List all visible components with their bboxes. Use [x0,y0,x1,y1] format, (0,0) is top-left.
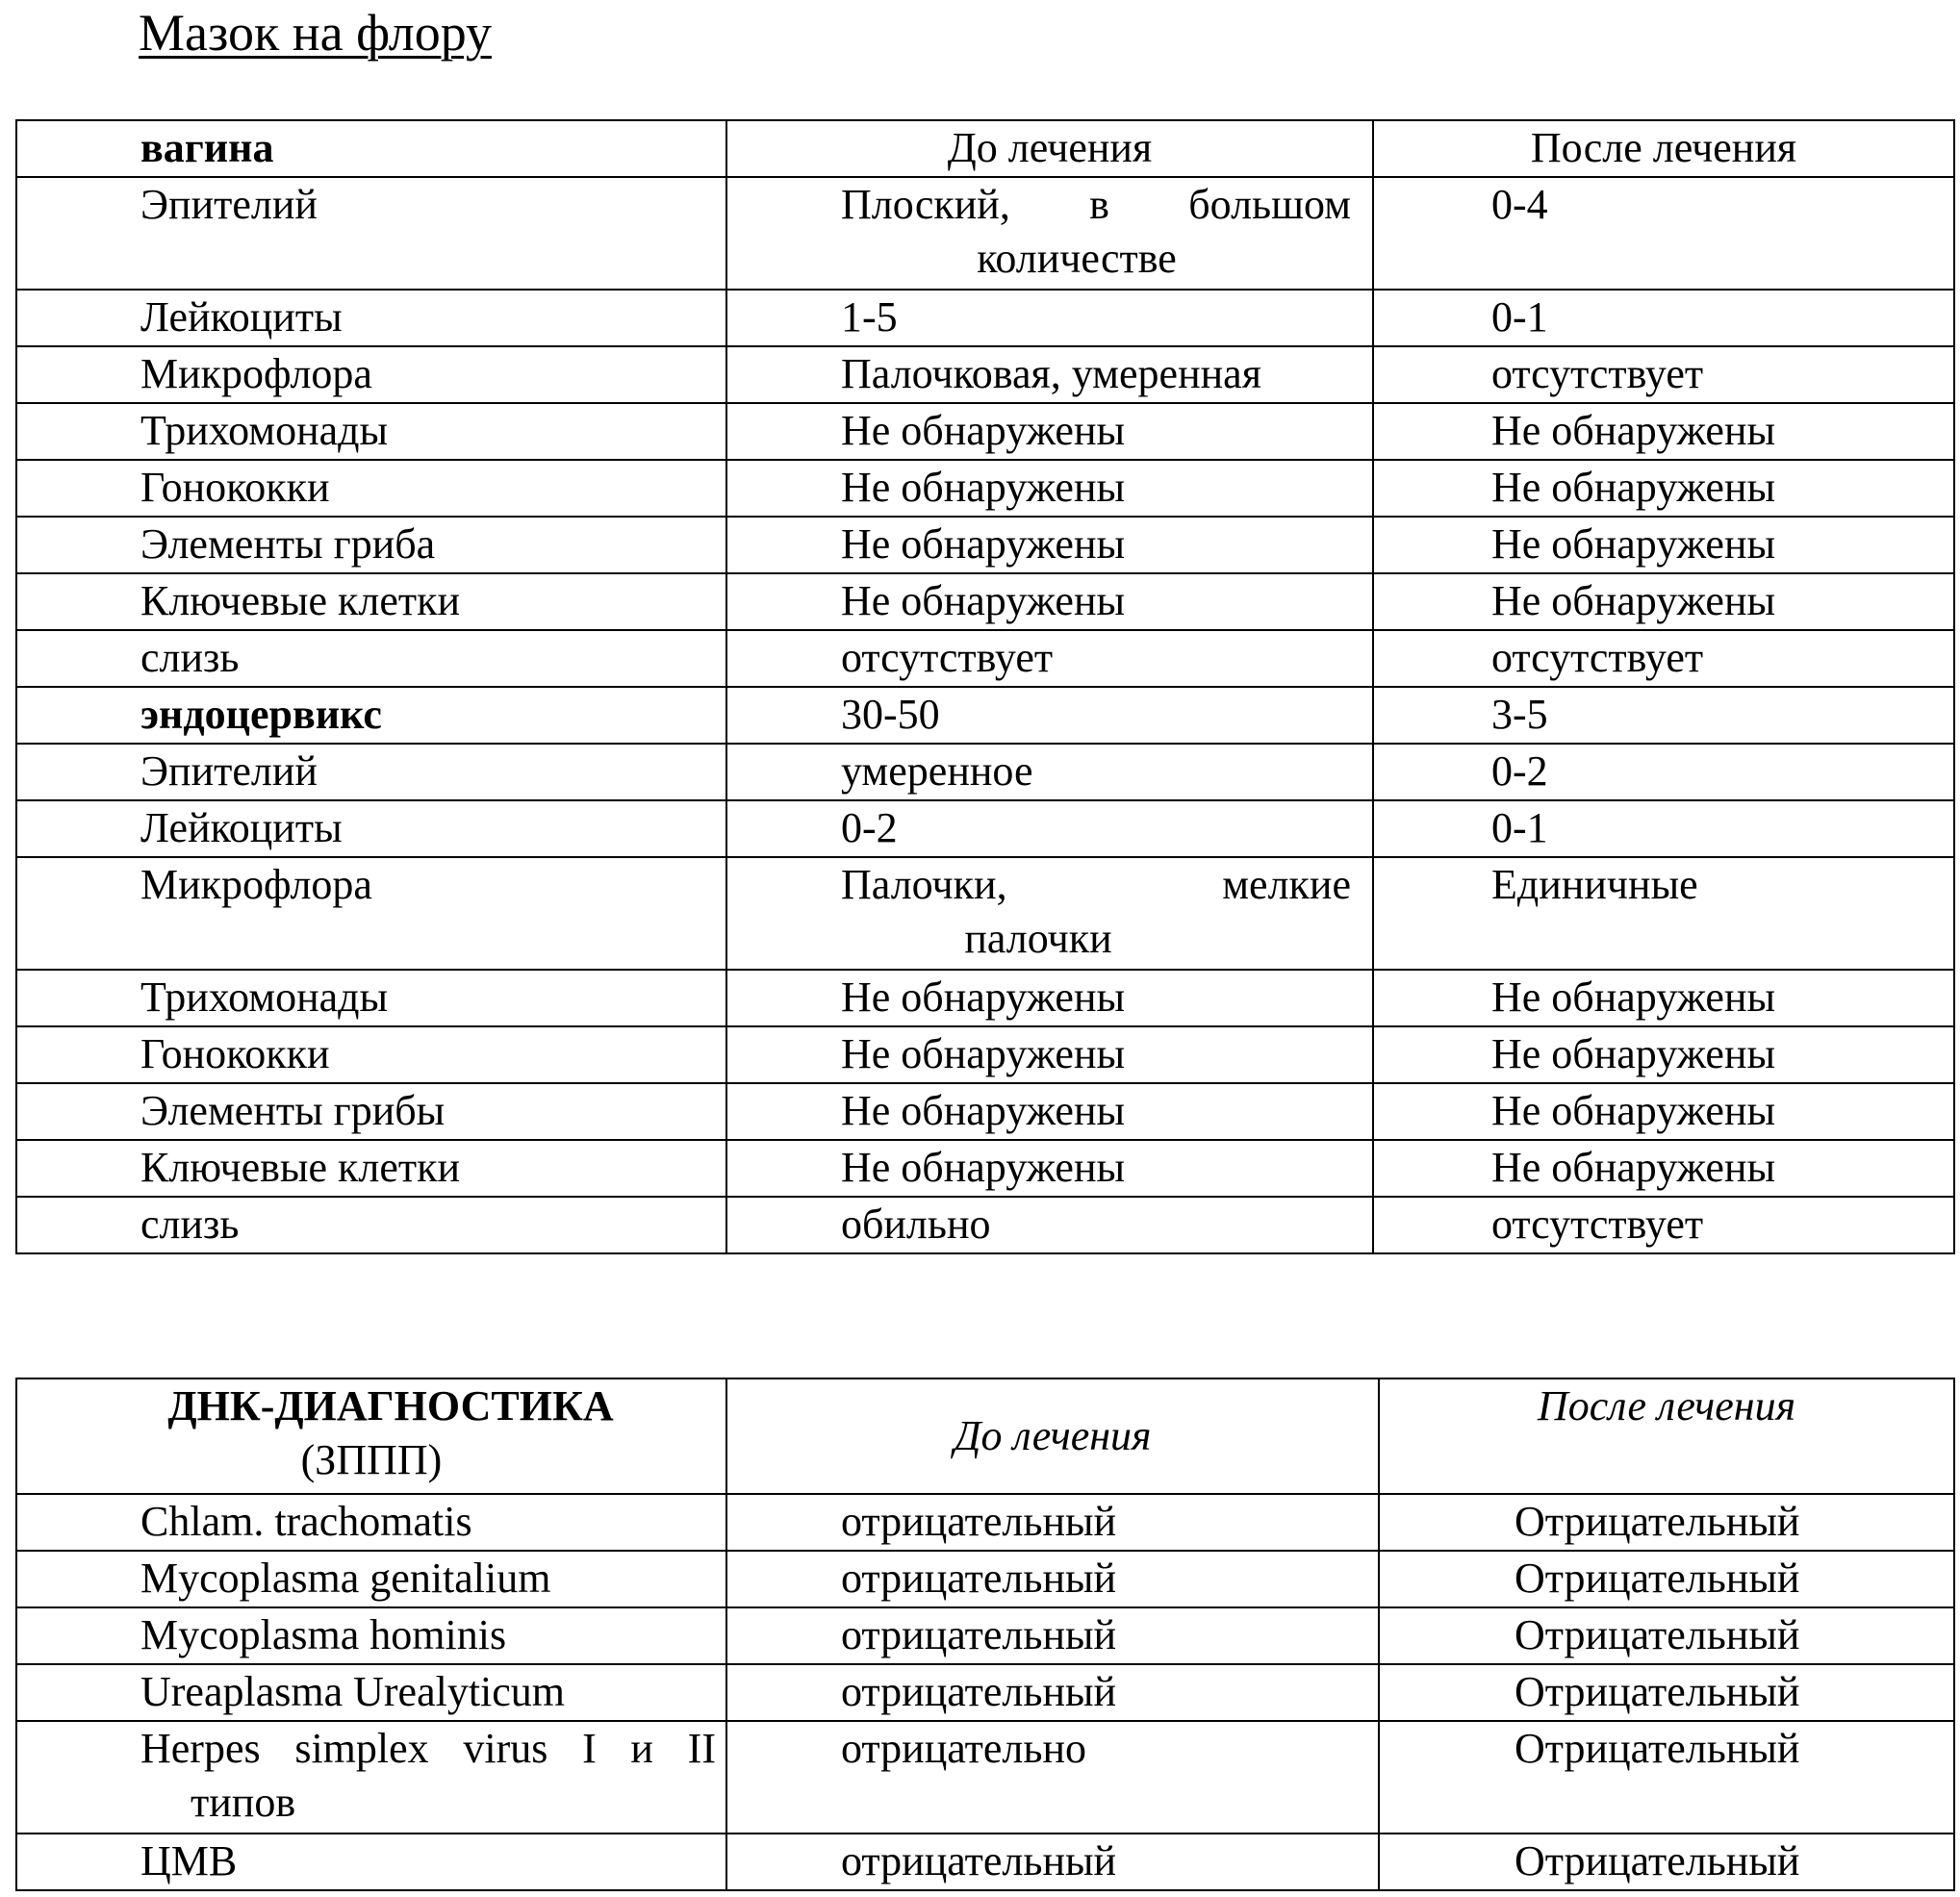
value-before: Не обнаружены [726,970,1373,1026]
value-before: умеренное [726,744,1373,800]
row-label: Микрофлора [16,346,726,403]
header-cell-dna [16,1378,726,1494]
row-label: Трихомонады [16,403,726,460]
value-before: 0-2 [726,800,1373,857]
value-before: Не обнаружены [726,1083,1373,1140]
table-row [16,1721,1954,1834]
row-label: Ureaplasma Urealyticum [16,1664,726,1721]
table-row [16,1140,1954,1197]
table-header-row [16,1378,1954,1494]
table-row [16,177,1954,290]
row-label: Эпителий [16,744,726,800]
value-before: отрицательный [726,1834,1379,1890]
row-label: Элементы грибы [16,1083,726,1140]
value-after: Не обнаружены [1373,1026,1954,1083]
value-before: 1-5 [726,290,1373,346]
table-row [16,1494,1954,1551]
value-after: 0-1 [1373,290,1954,346]
dna-header-title: ДНК-ДИАГНОСТИКА [167,1382,614,1429]
value-before: отсутствует [726,630,1373,687]
value-before: отрицательный [726,1551,1379,1607]
value-after: отсутствует [1373,630,1954,687]
value-after: Не обнаружены [1373,1083,1954,1140]
table-row-section [16,687,1954,744]
dna-header-subtitle: (ЗППП) [300,1436,443,1483]
row-label: Микрофлора [16,857,726,970]
header-cell-after: После лечения [1373,120,1954,177]
table-row [16,800,1954,857]
row-label: Mycoplasma genitalium [16,1551,726,1607]
row-label: Элементы гриба [16,517,726,573]
value-after: Единичные [1373,857,1954,970]
table-row [16,630,1954,687]
value-after: Отрицательный [1379,1551,1954,1607]
value-after: 0-4 [1373,177,1954,290]
value-after: Не обнаружены [1373,573,1954,630]
row-label: Mycoplasma hominis [16,1607,726,1664]
value-after: 3-5 [1373,687,1954,744]
value-before: Не обнаружены [726,1026,1373,1083]
table-header-row [16,120,1954,177]
header-cell-before: До лечения [726,1378,1379,1494]
value-after: Не обнаружены [1373,403,1954,460]
row-label: Эпителий [16,177,726,290]
table-row [16,517,1954,573]
value-after: 0-1 [1373,800,1954,857]
value-before: 30-50 [726,687,1373,744]
table-row [16,744,1954,800]
value-after: Отрицательный [1379,1607,1954,1664]
table-row [16,1664,1954,1721]
value-before: Не обнаружены [726,460,1373,517]
flora-smear-table [15,119,1955,1254]
value-before: отрицательный [726,1607,1379,1664]
value-after: отсутствует [1373,346,1954,403]
row-label: Лейкоциты [16,800,726,857]
value-before: Не обнаружены [726,517,1373,573]
value-before-line1: Палочки, мелкие [841,861,1351,908]
table-row [16,970,1954,1026]
value-after: Не обнаружены [1373,517,1954,573]
row-label: Chlam. trachomatis [16,1494,726,1551]
row-label: Гонококки [16,460,726,517]
dna-diagnostics-table [15,1378,1955,1891]
value-after: Отрицательный [1379,1834,1954,1890]
value-after: 0-2 [1373,744,1954,800]
row-label [16,1721,726,1834]
row-label: слизь [16,1197,726,1253]
value-before: отрицательно [726,1721,1379,1834]
value-before: обильно [726,1197,1373,1253]
row-label: ЦМВ [16,1834,726,1890]
value-before: Не обнаружены [726,403,1373,460]
table-row [16,1197,1954,1253]
table-row [16,573,1954,630]
value-after: Не обнаружены [1373,970,1954,1026]
table-row [16,290,1954,346]
value-before-line1: Плоский, в большом [841,181,1351,228]
value-before-line2: количестве [977,235,1177,282]
value-after: Отрицательный [1379,1664,1954,1721]
value-before: Не обнаружены [726,1140,1373,1197]
value-before [726,857,1373,970]
row-label: Ключевые клетки [16,1140,726,1197]
value-after: отсутствует [1373,1197,1954,1253]
value-after: Не обнаружены [1373,1140,1954,1197]
row-label-line1: Herpes simplex virus I и II [140,1725,716,1772]
table-row [16,857,1954,970]
table-row [16,1026,1954,1083]
header-cell-before: До лечения [726,120,1373,177]
value-after: Отрицательный [1379,1721,1954,1834]
value-before: отрицательный [726,1494,1379,1551]
value-before: отрицательный [726,1664,1379,1721]
table-row [16,1083,1954,1140]
table-row [16,1607,1954,1664]
value-before-line2: палочки [964,915,1112,962]
table-row [16,403,1954,460]
value-after: Не обнаружены [1373,460,1954,517]
value-after: Отрицательный [1379,1494,1954,1551]
row-label: Трихомонады [16,970,726,1026]
header-cell-after: После лечения [1379,1378,1954,1494]
row-label-line2: типов [191,1779,296,1826]
table-row [16,460,1954,517]
value-before: Не обнаружены [726,573,1373,630]
row-label: Ключевые клетки [16,573,726,630]
document-title: Мазок на флору [139,4,492,62]
value-before [726,177,1373,290]
section-label-endocervix: эндоцервикс [16,687,726,744]
row-label: Лейкоциты [16,290,726,346]
row-label: слизь [16,630,726,687]
header-cell-vagina: вагина [16,120,726,177]
table-row [16,346,1954,403]
table-row [16,1551,1954,1607]
table-row [16,1834,1954,1890]
value-before: Палочковая, умеренная [726,346,1373,403]
row-label: Гонококки [16,1026,726,1083]
